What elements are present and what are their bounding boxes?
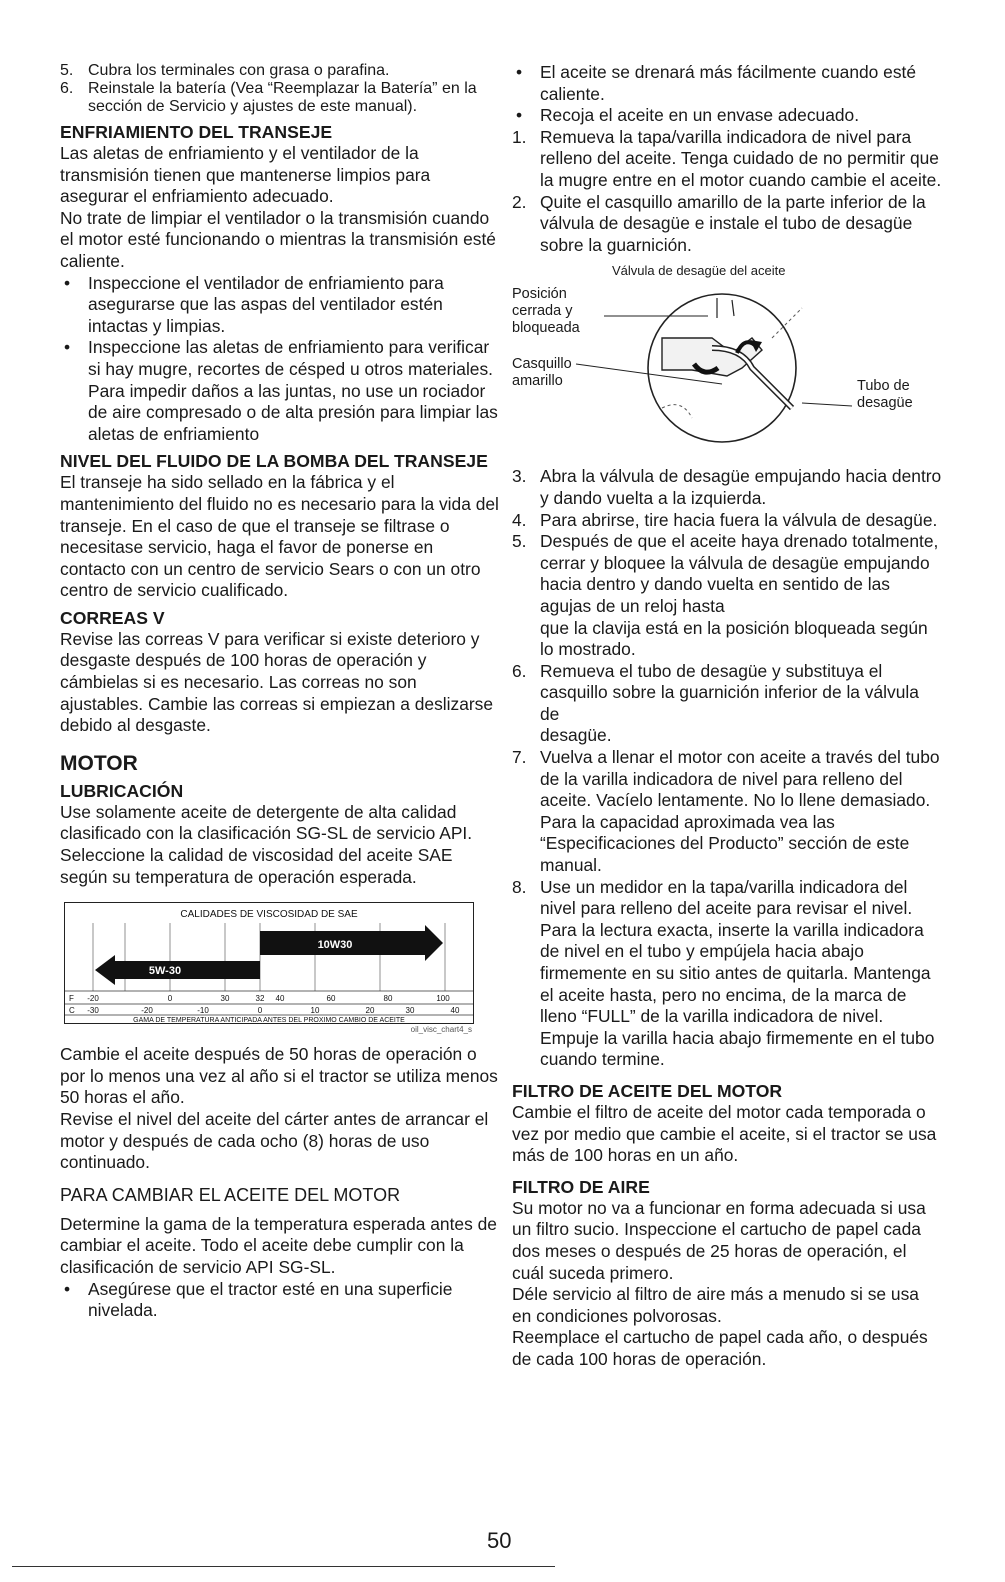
list-item: 5. Cubra los terminales con grasa o parafina. (60, 62, 390, 79)
tick-label: 30 (220, 994, 230, 1004)
label-tubo: Tubo de desagüe (857, 378, 913, 412)
bar-5w30-label: 5W-30 (148, 965, 182, 978)
chart-title: CALIDADES DE VISCOSIDAD DE SAE (180, 909, 358, 921)
label-posicion: Posición cerrada y bloqueada (512, 286, 580, 337)
section-heading: ENFRIAMIENTO DEL TRANSEJE (60, 122, 333, 142)
viscosity-chart (64, 902, 474, 1024)
left-column (60, 62, 500, 1322)
paragraph: El transeje ha sido sellado en la fábrica y el mantenimiento del fluido no es necesario para la vida del transeje. En el caso de que el transeje se filtrase o necesitase servicio, haga el favor de ponerse en contacto con un centro de servicio Sears o con un otro centro de servicio cualificado. (60, 472, 499, 601)
section-heading: NIVEL DEL FLUIDO DE LA BOMBA DEL TRANSEJE (60, 451, 488, 472)
list-item: 8. Use un medidor en la tapa/varilla indicadora del nivel para relleno del aceite para revisar el nivel. Para la lectura exacta, inserte la varilla indicadora de nivel en el tubo y empújela hacia abajo firmemente en su sitio antes de quitarla. Mantenga el aceite hasta, pero no encima, de la marca de lleno “FULL” de la varilla indicadora de nivel. Empuje la varilla hacia abajo firmemente en el tubo cuando termine. (512, 876, 935, 1070)
chart-code: oil_visc_chart4_s (410, 1025, 472, 1035)
tick-label: 10 (310, 1006, 320, 1016)
figure-title: Válvula de desagüe del aceite (612, 263, 786, 279)
viscosity-chart-graphic (65, 903, 473, 1023)
list-item: que la clavija está en la posición bloqueada según lo mostrado. (540, 617, 928, 660)
section-heading: PARA CAMBIAR EL ACEITE DEL MOTOR (60, 1184, 401, 1205)
list-item: 5. Después de que el aceite haya drenado totalmente, cerrar y bloquee la válvula de desagüe empujando hacia dentro y dando vuelta en sentido de las agujas de un reloj hasta (512, 531, 939, 616)
tick-label: -20 (87, 994, 99, 1004)
paragraph: Su motor no va a funcionar en forma adecuada si usa un filtro sucio. Inspeccione el cartucho de papel cada dos meses o después de 25 horas de operación, el cuál suceda primero. (512, 1197, 926, 1283)
paragraph: Las aletas de enfriamiento y el ventilador de la transmisión tienen que mantenerse limpios para asegurar el enfriamiento adecuado. (60, 143, 431, 207)
f-scale-label: F (69, 994, 74, 1004)
tick-label: 80 (383, 994, 393, 1004)
bullet-icon: • (516, 62, 523, 82)
list-item: • Asegúrese que el tractor esté en una superficie nivelada. (60, 1279, 500, 1322)
label-casquillo: Casquillo amarillo (512, 356, 572, 390)
list-item: • Recoja el aceite en un envase adecuado. (512, 105, 942, 127)
section-heading: CORREAS V (60, 607, 165, 628)
tick-label: 0 (257, 1006, 263, 1016)
bullet-icon: • (64, 272, 71, 293)
paragraph: Revise las correas V para verificar si existe deterioro y desgaste después de 100 horas de operación y cámbielas si es necesario. Las correas no son ajustables. Cambie las correas si empiezan a deslizarse debido al desgaste. (60, 628, 494, 736)
paragraph: Reemplace el cartucho de papel cada año, o después de cada 100 horas de operación. (512, 1327, 928, 1369)
drain-valve-illustration (512, 258, 942, 458)
list-item: • Inspeccione el ventilador de enfriamiento para asegurarse que las aspas del ventilador estén intactas y limpias. (60, 273, 500, 338)
list-item: 4. Para abrirse, tire hacia fuera la válvula de desagüe. (512, 509, 938, 530)
tick-label: 0 (167, 994, 173, 1004)
tick-label: 32 (255, 994, 265, 1004)
list-item: 6. Remueva el tubo de desagüe y substituya el casquillo sobre la guarnición inferior de la válvula de (512, 660, 919, 724)
tick-label: 40 (450, 1006, 460, 1016)
tick-label: -10 (197, 1006, 209, 1016)
list-item: 7. Vuelva a llenar el motor con aceite a través del tubo de la varilla indicadora de nivel para relleno del aceite. Vacíelo lentamente. No lo llene demasiado. Para la capacidad aproximada vea las “Especificaciones del Producto” sección de este manual. (512, 747, 940, 876)
list-item: 6. Reinstale la batería (Vea “Reemplazar la Batería” en la sección de Servicio y ajustes de este manual). (60, 80, 477, 115)
paragraph: Revise el nivel del aceite del cárter antes de arrancar el motor y después de cada ocho (8) horas de uso continuado. (60, 1109, 489, 1173)
page-number: 50 (487, 1528, 512, 1553)
bullet-icon: • (64, 337, 71, 358)
f-ticks (87, 994, 450, 1003)
chart-footer: GAMA DE TEMPERATURA ANTICIPADA ANTES DEL PROXIMO CAMBIO DE ACEITE (133, 1017, 405, 1024)
bullet-icon: • (64, 1278, 71, 1299)
list-item: • El aceite se drenará más fácilmente cuando esté caliente. (512, 62, 942, 105)
paragraph: Cambie el aceite después de 50 horas de operación o por lo menos una vez al año si el tractor se utiliza menos 50 horas el año. (60, 1044, 498, 1108)
bullet-icon: • (516, 105, 523, 126)
bar-10w30-label: 10W30 (317, 939, 353, 952)
tick-label: -30 (87, 1006, 99, 1016)
list-item: 1. Remueva la tapa/varilla indicadora de nivel para relleno del aceite. Tenga cuidado de no permitir que la mugre entre en el motor cuando cambie el aceite. (512, 126, 942, 190)
paragraph: No trate de limpiar el ventilador o la transmisión cuando el motor esté funcionando o mientras la transmisión esté caliente. (60, 207, 496, 271)
list-item: 2. Quite el casquillo amarillo de la parte inferior de la válvula de desagüe e instale el tubo de desagüe sobre la guarnición. (512, 191, 926, 255)
list-item: • Inspeccione las aletas de enfriamiento para verificar si hay mugre, recortes de césped u otros materiales. Para impedir daños a las juntas, no use un rociador de aire compresado o de alta presión para limpiar las aletas de enfriamiento (60, 337, 500, 445)
right-column (512, 62, 942, 1371)
drain-valve-figure (512, 258, 942, 458)
section-heading: MOTOR (60, 751, 138, 775)
tick-label: -20 (141, 1006, 153, 1016)
paragraph: Use solamente aceite de detergente de alta calidad clasificado con la clasificación SG-SL de servicio API. Seleccione la calidad de viscosidad del aceite SAE según su temperatura de operación esperada. (60, 801, 473, 887)
tick-label: 60 (326, 994, 336, 1004)
tick-label: 30 (405, 1006, 415, 1016)
tick-label: 40 (275, 994, 285, 1004)
c-scale-label: C (69, 1006, 75, 1016)
section-heading: FILTRO DE AIRE (512, 1176, 650, 1197)
paragraph: Cambie el filtro de aceite del motor cada temporada o vez por medio que cambie el aceite, si el tractor se usa más de 100 horas en un año. (512, 1101, 937, 1166)
list-item: 3. Abra la válvula de desagüe empujando hacia dentro y dando vuelta a la izquierda. (512, 466, 942, 508)
paragraph: Determine la gama de la temperatura esperada antes de cambiar el aceite. Todo el aceite debe cumplir con la clasificación de servicio API SG-SL. (60, 1213, 497, 1277)
bottom-rule (12, 1566, 555, 1567)
section-heading: FILTRO DE ACEITE DEL MOTOR (512, 1080, 783, 1101)
section-heading: LUBRICACIÓN (60, 780, 184, 801)
c-ticks (87, 1006, 460, 1015)
tick-label: 100 (436, 994, 450, 1004)
paragraph: Déle servicio al filtro de aire más a menudo si se usa en condiciones polvorosas. (512, 1284, 919, 1326)
tick-label: 20 (365, 1006, 375, 1016)
list-item: desagüe. (540, 725, 612, 746)
